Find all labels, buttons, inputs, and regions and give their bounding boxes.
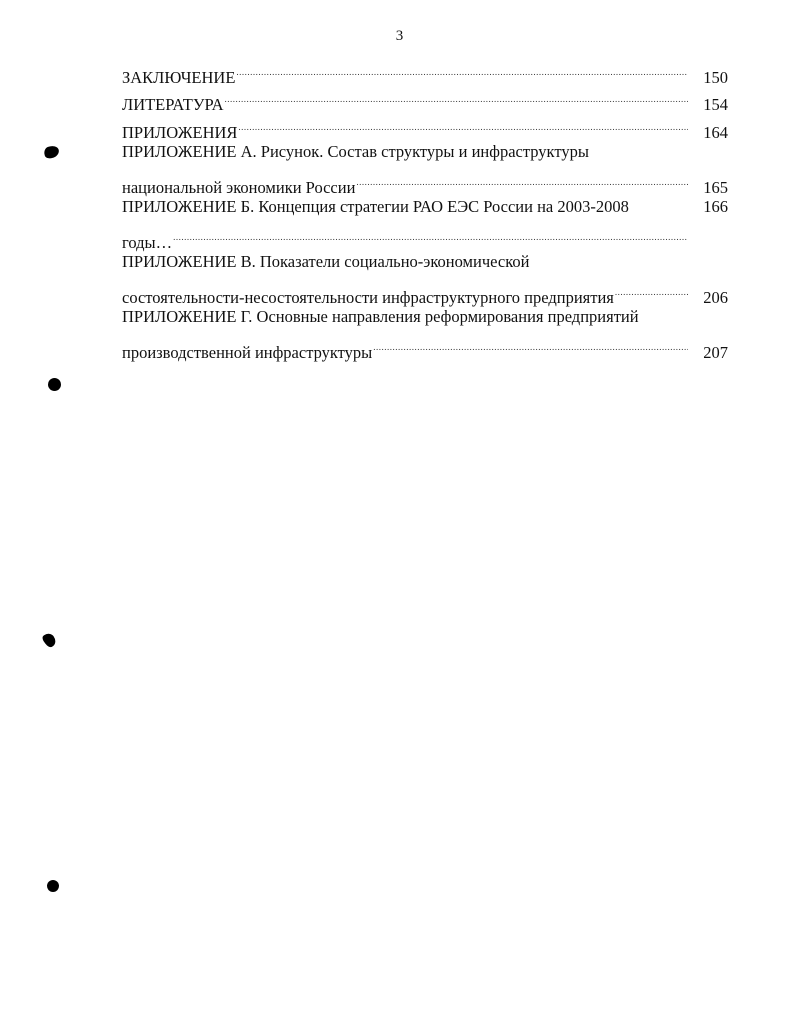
toc-entry-title: производственной инфраструктуры <box>122 342 373 362</box>
toc-entry-title: национальной экономики России <box>122 177 356 197</box>
toc-entry-title: ПРИЛОЖЕНИЕ В. Показатели социально-экономической <box>122 251 530 271</box>
dot-leader <box>173 220 688 248</box>
scan-mark-3 <box>41 631 58 649</box>
dot-leader <box>236 55 688 83</box>
toc-entry-page: 206 <box>703 287 728 307</box>
toc-entry-appendix-b-line2 <box>122 220 728 252</box>
toc-entry-page: 207 <box>703 342 728 362</box>
toc-entry-page: 166 <box>703 196 728 216</box>
dot-leader <box>615 275 688 303</box>
toc-entry-appendix-v-line2 <box>122 275 728 307</box>
page-number: 3 <box>395 28 404 44</box>
table-of-contents <box>122 55 728 362</box>
toc-entry-title: годы… <box>122 232 173 252</box>
toc-entry-title: ПРИЛОЖЕНИЕ А. Рисунок. Состав структуры и инфраструктуры <box>122 141 589 161</box>
toc-entry-title: ЛИТЕРАТУРА <box>122 95 224 114</box>
toc-entry-conclusion <box>122 55 728 87</box>
scan-mark-2 <box>48 378 61 391</box>
toc-entry-appendix-g-line1 <box>122 303 728 331</box>
toc-entry-page: 154 <box>703 95 728 114</box>
dot-leader <box>373 330 688 358</box>
toc-entry-title: состоятельности-несостоятельности инфраструктурного предприятия <box>122 287 614 307</box>
toc-entry-title: ПРИЛОЖЕНИЯ <box>122 122 238 142</box>
dot-leader <box>225 83 688 111</box>
toc-entry-appendix-v-line1 <box>122 248 728 276</box>
toc-entry-appendix-g-line2 <box>122 330 728 362</box>
scan-mark-1 <box>42 144 60 160</box>
toc-entry-page: 164 <box>703 122 728 142</box>
toc-entry-appendix-a-line1 <box>122 138 728 166</box>
toc-entry-title: ПРИЛОЖЕНИЕ Б. Концепция стратегии РАО ЕЭС России на 2003-2008 <box>122 196 629 216</box>
toc-entry-page: 165 <box>703 177 728 197</box>
toc-entry-appendix-a-line2 <box>122 165 728 197</box>
dot-leader <box>238 110 688 138</box>
toc-entry-appendix-b-line1 <box>122 193 728 221</box>
scan-mark-4 <box>47 880 59 892</box>
toc-entry-title: ПРИЛОЖЕНИЕ Г. Основные направления реформирования предприятий <box>122 306 639 326</box>
toc-entry-page: 150 <box>703 67 728 87</box>
toc-entry-title: ЗАКЛЮЧЕНИЕ <box>122 67 236 87</box>
dot-leader <box>356 165 688 193</box>
